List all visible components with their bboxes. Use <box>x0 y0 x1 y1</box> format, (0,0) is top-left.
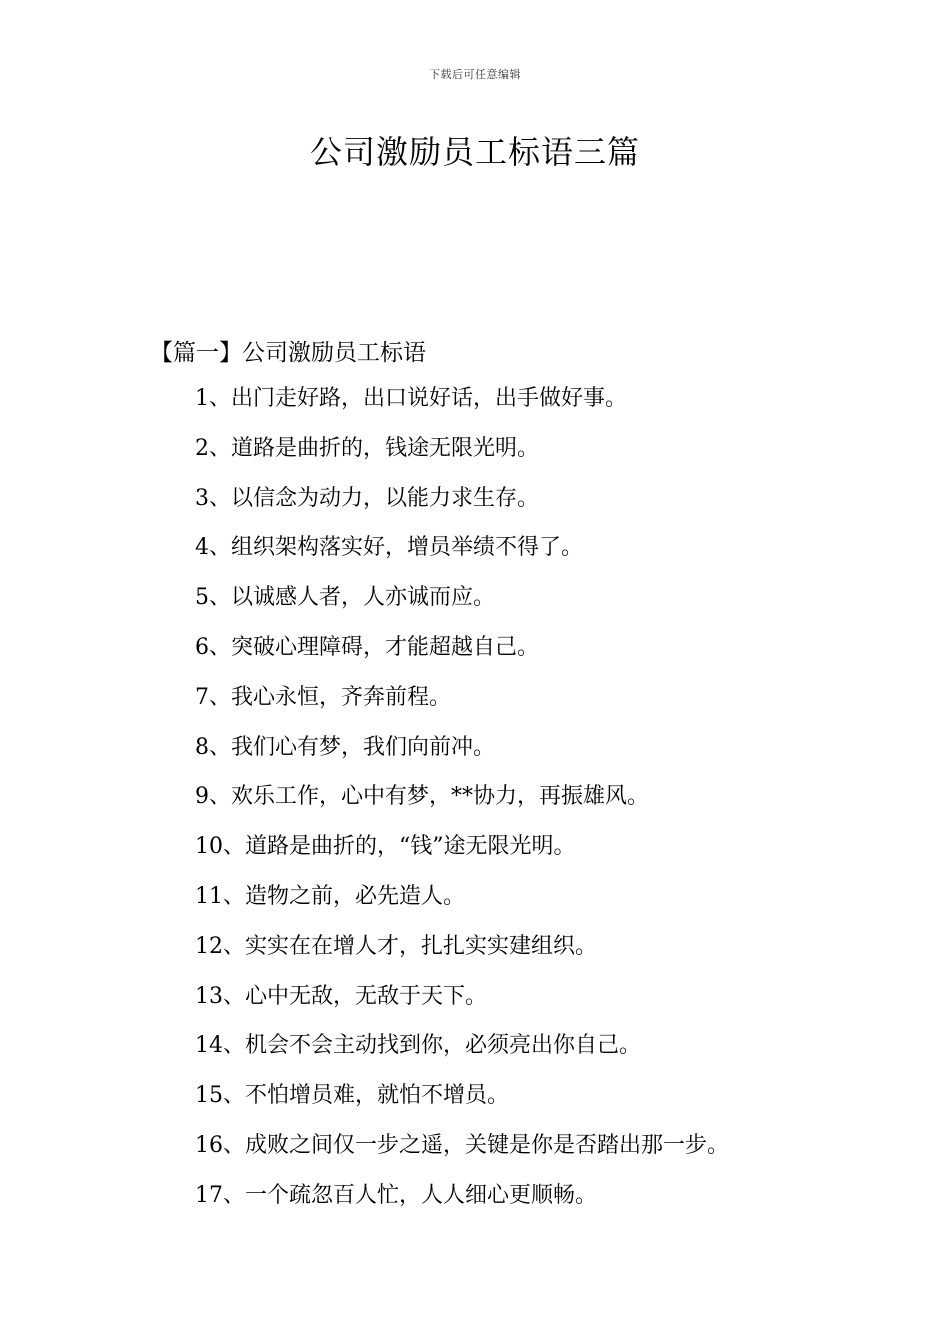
document-title: 公司激励员工标语三篇 <box>309 133 640 171</box>
list-item: 6、突破心理障碍，才能超越自己。 <box>195 634 539 660</box>
list-item: 3、以信念为动力，以能力求生存。 <box>195 485 539 511</box>
slogan-list <box>195 384 729 1231</box>
list-item: 4、组织架构落实好，增员举绩不得了。 <box>195 535 583 561</box>
list-item: 17、一个疏忽百人忙，人人细心更顺畅。 <box>195 1182 597 1208</box>
list-item: 5、以诚感人者，人亦诚而应。 <box>195 585 495 611</box>
list-item: 14、机会不会主动找到你，必须亮出你自己。 <box>195 1033 641 1059</box>
list-item: 1、出门走好路，出口说好话，出手做好事。 <box>195 386 627 411</box>
list-item: 13、心中无敌，无敌于天下。 <box>195 983 487 1009</box>
list-item: 7、我心永恒，齐奔前程。 <box>195 684 451 710</box>
list-item: 10、道路是曲折的，“钱”途无限光明。 <box>195 834 576 860</box>
list-item: 16、成败之间仅一步之遥，关键是你是否踏出那一步。 <box>195 1132 729 1158</box>
header-note: 下载后可任意编辑 <box>429 68 521 81</box>
list-item: 12、实实在在增人才，扎扎实实建组织。 <box>195 933 597 959</box>
list-item: 8、我们心有梦，我们向前冲。 <box>195 734 495 760</box>
section-heading: 【篇一】公司激励员工标语 <box>150 340 426 366</box>
list-item: 9、欢乐工作，心中有梦，**协力，再振雄风。 <box>195 784 649 810</box>
list-item: 2、道路是曲折的，钱途无限光明。 <box>195 435 539 461</box>
list-item: 15、不怕增员难，就怕不增员。 <box>195 1083 509 1109</box>
list-item: 11、造物之前，必先造人。 <box>195 883 465 909</box>
